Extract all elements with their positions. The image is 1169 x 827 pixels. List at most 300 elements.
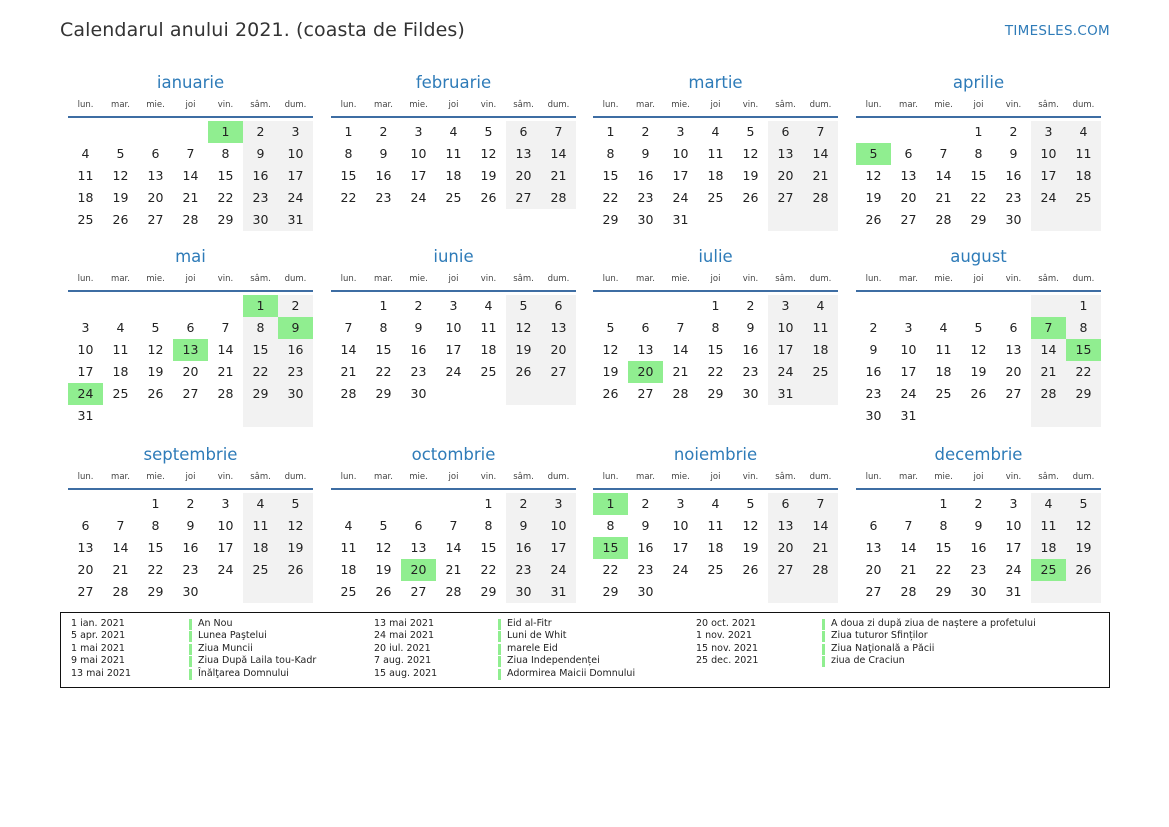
day-cell: 23 (182, 562, 199, 577)
day-cell: 11 (707, 518, 724, 533)
week-row (593, 493, 838, 515)
day-cell: 15 (375, 342, 392, 357)
day-cell: 16 (865, 364, 882, 379)
empty-cell (768, 209, 803, 231)
weekday-label: mie. (146, 472, 165, 482)
legend-holiday-name: Luni de Whit (507, 630, 567, 642)
day-cell: 27 (541, 361, 576, 383)
empty-cell (138, 405, 173, 427)
empty-cell (803, 209, 838, 231)
day-cell: 13 (77, 540, 94, 555)
empty-cell (1066, 405, 1101, 427)
weekday-label: joi (448, 472, 459, 482)
day-cell: 3 (278, 121, 313, 143)
day-cell: 13 (768, 143, 803, 165)
day-cell: 2 (278, 295, 313, 317)
day-cell: 18 (707, 540, 724, 555)
weekday-label: sâm. (250, 100, 271, 110)
holiday-day-cell: 20 (628, 361, 663, 383)
empty-cell (733, 209, 768, 231)
day-cell: 5 (151, 320, 160, 335)
day-cell: 9 (869, 342, 878, 357)
month-name: septembrie (143, 445, 238, 464)
empty-cell (103, 405, 138, 427)
day-cell: 9 (379, 146, 388, 161)
day-cell: 5 (484, 124, 493, 139)
holiday-day-cell: 24 (68, 383, 103, 405)
empty-cell (243, 405, 278, 427)
day-cell: 16 (182, 540, 199, 555)
day-cell: 21 (672, 364, 689, 379)
day-cell: 18 (445, 168, 462, 183)
empty-cell (1031, 295, 1066, 317)
weekday-label: sâm. (775, 472, 796, 482)
day-cell: 30 (278, 383, 313, 405)
day-cell: 12 (602, 342, 619, 357)
day-cell: 15 (602, 168, 619, 183)
empty-cell (103, 295, 138, 317)
week-row (331, 559, 576, 581)
day-cell: 7 (939, 146, 948, 161)
month-divider (856, 488, 1101, 490)
day-cell: 4 (116, 320, 125, 335)
weekday-label: vin. (1005, 274, 1022, 284)
legend-marker (189, 619, 192, 630)
legend-names-column (198, 618, 316, 680)
empty-cell (173, 295, 208, 317)
day-cell: 11 (445, 146, 462, 161)
legend-holiday-name: An Nou (198, 618, 233, 629)
weekday-label: mie. (671, 472, 690, 482)
day-cell: 10 (672, 518, 689, 533)
day-cell: 18 (1066, 165, 1101, 187)
week-row (331, 339, 576, 361)
week-row (331, 537, 576, 559)
holiday-day-cell: 15 (593, 537, 628, 559)
weekday-label: vin. (217, 274, 234, 284)
empty-cell (891, 121, 926, 143)
day-cell: 15 (217, 168, 234, 183)
empty-cell (1031, 405, 1066, 427)
day-cell: 10 (445, 320, 462, 335)
day-cell: 22 (707, 364, 724, 379)
day-cell: 2 (974, 496, 983, 511)
legend-holiday-name: Ziua Muncii (198, 642, 253, 654)
day-cell: 9 (641, 518, 650, 533)
day-cell: 14 (803, 515, 838, 537)
month-name: noiembrie (673, 445, 758, 464)
empty-cell (436, 383, 471, 405)
day-cell: 16 (243, 165, 278, 187)
day-cell: 29 (147, 584, 164, 599)
day-cell: 5 (1066, 493, 1101, 515)
weekday-label: joi (710, 100, 721, 110)
month-ianuarie (68, 72, 313, 252)
legend-date: 7 aug. 2021 (374, 655, 432, 667)
empty-cell (628, 295, 663, 317)
month-noiembrie (593, 444, 838, 624)
day-cell: 29 (1066, 383, 1101, 405)
day-cell: 17 (217, 540, 234, 555)
weekday-label: joi (185, 100, 196, 110)
day-cell: 6 (641, 320, 650, 335)
legend-date: 1 nov. 2021 (696, 630, 752, 642)
day-cell: 30 (410, 386, 427, 401)
day-cell: 27 (900, 212, 917, 227)
legend-marker (822, 644, 825, 655)
week-row (593, 209, 838, 231)
weekday-label: sâm. (250, 274, 271, 284)
weekday-label: dum. (547, 472, 570, 482)
day-cell: 2 (746, 298, 755, 313)
weekday-label: lun. (77, 100, 94, 110)
day-cell: 17 (278, 165, 313, 187)
day-cell: 10 (217, 518, 234, 533)
legend-holiday-name: Ziua tuturor Sfinților (831, 630, 928, 642)
legend-marker (189, 631, 192, 642)
day-cell: 21 (900, 562, 917, 577)
day-cell: 16 (970, 540, 987, 555)
month-aprilie (856, 72, 1101, 252)
empty-cell (803, 581, 838, 603)
day-cell: 22 (935, 562, 952, 577)
day-cell: 17 (77, 364, 94, 379)
month-divider (331, 116, 576, 118)
day-cell: 6 (869, 518, 878, 533)
weekday-header (68, 466, 313, 488)
day-cell: 5 (506, 295, 541, 317)
day-cell: 12 (112, 168, 129, 183)
day-cell: 1 (344, 124, 353, 139)
day-cell: 8 (221, 146, 230, 161)
day-cell: 1 (379, 298, 388, 313)
holiday-day-cell: 7 (1031, 317, 1066, 339)
day-cell: 31 (900, 408, 917, 423)
weekday-label: sâm. (1038, 274, 1059, 284)
day-cell: 7 (803, 121, 838, 143)
legend-dates-column (374, 618, 437, 680)
day-cell: 25 (112, 386, 129, 401)
empty-cell (663, 295, 698, 317)
day-cell: 1 (711, 298, 720, 313)
month-divider (68, 116, 313, 118)
empty-cell (856, 295, 891, 317)
month-name: octombrie (411, 445, 496, 464)
day-cell: 24 (672, 562, 689, 577)
day-cell: 5 (746, 496, 755, 511)
week-row (856, 361, 1101, 383)
day-cell: 11 (77, 168, 94, 183)
weekday-label: mar. (636, 274, 655, 284)
day-cell: 29 (935, 584, 952, 599)
day-cell: 17 (900, 364, 917, 379)
day-cell: 16 (410, 342, 427, 357)
month-august (856, 246, 1101, 426)
day-cell: 24 (217, 562, 234, 577)
legend-date: 13 mai 2021 (71, 667, 132, 679)
site-link[interactable]: TIMESLES.COM (1004, 23, 1110, 39)
day-cell: 15 (340, 168, 357, 183)
day-cell: 16 (637, 168, 654, 183)
empty-cell (278, 405, 313, 427)
day-cell: 13 (506, 143, 541, 165)
week-row (331, 361, 576, 383)
month-name: februarie (415, 73, 492, 92)
day-cell: 31 (541, 581, 576, 603)
day-cell: 31 (77, 408, 94, 423)
day-cell: 7 (344, 320, 353, 335)
day-cell: 23 (410, 364, 427, 379)
day-cell: 11 (112, 342, 129, 357)
day-cell: 12 (506, 317, 541, 339)
weekday-label: joi (448, 100, 459, 110)
day-cell: 21 (541, 165, 576, 187)
week-row (68, 143, 313, 165)
day-cell: 20 (541, 339, 576, 361)
day-cell: 26 (1066, 559, 1101, 581)
legend-holiday-name: ziua de Craciun (831, 655, 905, 667)
day-cell: 7 (221, 320, 230, 335)
day-cell: 30 (742, 386, 759, 401)
empty-cell (768, 581, 803, 603)
day-cell: 13 (541, 317, 576, 339)
day-cell: 20 (77, 562, 94, 577)
day-cell: 25 (803, 361, 838, 383)
weekday-label: dum. (547, 100, 570, 110)
weekday-label: mar. (899, 100, 918, 110)
day-cell: 14 (1031, 339, 1066, 361)
empty-cell (208, 405, 243, 427)
day-cell: 4 (243, 493, 278, 515)
day-cell: 3 (1009, 496, 1018, 511)
day-cell: 16 (742, 342, 759, 357)
day-cell: 3 (676, 496, 685, 511)
day-cell: 18 (707, 168, 724, 183)
empty-cell (506, 383, 541, 405)
week-row (856, 537, 1101, 559)
day-cell: 19 (278, 537, 313, 559)
legend-marker (189, 656, 192, 667)
legend-marker (498, 669, 501, 680)
weekday-label: mie. (409, 274, 428, 284)
day-cell: 26 (480, 190, 497, 205)
week-row (593, 581, 838, 603)
day-cell: 9 (506, 515, 541, 537)
day-cell: 3 (676, 124, 685, 139)
day-cell: 31 (672, 212, 689, 227)
weekday-label: dum. (809, 100, 832, 110)
legend-marker (822, 656, 825, 667)
week-row (331, 295, 576, 317)
weekday-label: vin. (742, 100, 759, 110)
month-name: decembrie (934, 445, 1023, 464)
day-cell: 15 (480, 540, 497, 555)
day-cell: 29 (602, 584, 619, 599)
day-cell: 13 (900, 168, 917, 183)
weekday-label: lun. (77, 274, 94, 284)
day-cell: 11 (803, 317, 838, 339)
month-divider (68, 488, 313, 490)
day-cell: 4 (484, 298, 493, 313)
week-row (68, 559, 313, 581)
empty-cell (803, 383, 838, 405)
day-cell: 8 (606, 146, 615, 161)
day-cell: 6 (541, 295, 576, 317)
week-row (856, 187, 1101, 209)
day-cell: 17 (1031, 165, 1066, 187)
month-divider (593, 116, 838, 118)
month-name: martie (688, 73, 743, 92)
day-cell: 22 (1066, 361, 1101, 383)
day-cell: 20 (182, 364, 199, 379)
day-cell: 28 (935, 212, 952, 227)
legend-holiday-name: Eid al-Fitr (507, 618, 552, 629)
empty-cell (1031, 581, 1066, 603)
week-row (68, 187, 313, 209)
weekday-label: sâm. (513, 100, 534, 110)
day-cell: 9 (974, 518, 983, 533)
weekday-label: dum. (1072, 100, 1095, 110)
day-cell: 29 (217, 212, 234, 227)
week-row (593, 165, 838, 187)
weekday-header (856, 94, 1101, 116)
week-row (331, 165, 576, 187)
empty-cell (278, 581, 313, 603)
holiday-day-cell: 1 (593, 493, 628, 515)
day-cell: 19 (742, 168, 759, 183)
day-cell: 8 (974, 146, 983, 161)
weekday-label: vin. (480, 472, 497, 482)
legend-marker (498, 656, 501, 667)
day-cell: 19 (602, 364, 619, 379)
day-cell: 14 (935, 168, 952, 183)
day-cell: 8 (606, 518, 615, 533)
month-divider (856, 290, 1101, 292)
week-row (856, 581, 1101, 603)
day-cell: 7 (449, 518, 458, 533)
empty-cell (926, 405, 961, 427)
day-cell: 28 (803, 559, 838, 581)
day-cell: 27 (410, 584, 427, 599)
legend-date: 5 apr. 2021 (71, 630, 126, 642)
day-cell: 6 (414, 518, 423, 533)
legend-names-column (831, 618, 1036, 668)
day-cell: 26 (112, 212, 129, 227)
legend-date: 15 aug. 2021 (374, 667, 438, 679)
week-row (593, 295, 838, 317)
legend-holiday-name: Ziua După Laila tou-Kadr (198, 655, 317, 667)
week-row (68, 581, 313, 603)
empty-cell (331, 493, 366, 515)
day-cell: 19 (1066, 537, 1101, 559)
week-row (68, 537, 313, 559)
day-cell: 20 (506, 165, 541, 187)
day-cell: 23 (637, 562, 654, 577)
weekday-header (593, 466, 838, 488)
day-cell: 17 (410, 168, 427, 183)
day-cell: 18 (340, 562, 357, 577)
day-cell: 12 (742, 518, 759, 533)
day-cell: 16 (1005, 168, 1022, 183)
day-cell: 3 (1031, 121, 1066, 143)
weekday-label: mie. (409, 472, 428, 482)
day-cell: 24 (278, 187, 313, 209)
week-row (68, 295, 313, 317)
day-cell: 19 (147, 364, 164, 379)
legend-holiday-name: A doua zi după ziua de naștere a profetului (831, 618, 1036, 629)
empty-cell (926, 295, 961, 317)
day-cell: 5 (606, 320, 615, 335)
day-cell: 26 (278, 559, 313, 581)
empty-cell (68, 121, 103, 143)
day-cell: 12 (1066, 515, 1101, 537)
day-cell: 28 (1031, 383, 1066, 405)
weekday-label: mar. (374, 100, 393, 110)
empty-cell (68, 493, 103, 515)
day-cell: 20 (768, 537, 803, 559)
day-cell: 20 (900, 190, 917, 205)
day-cell: 23 (742, 364, 759, 379)
day-cell: 21 (803, 165, 838, 187)
day-cell: 13 (1005, 342, 1022, 357)
legend-holiday-name: Ziua Naţională a Păcii (831, 642, 935, 654)
week-row (856, 295, 1101, 317)
legend-marker-bar (822, 619, 825, 680)
weekday-label: vin. (480, 100, 497, 110)
day-cell: 15 (707, 342, 724, 357)
holiday-day-cell: 15 (1066, 339, 1101, 361)
day-cell: 4 (803, 295, 838, 317)
month-divider (331, 290, 576, 292)
week-row (68, 493, 313, 515)
day-cell: 3 (449, 298, 458, 313)
day-cell: 28 (803, 187, 838, 209)
legend-marker (498, 631, 501, 642)
week-row (856, 405, 1101, 427)
day-cell: 16 (278, 339, 313, 361)
weekday-label: dum. (1072, 472, 1095, 482)
weekday-label: mar. (899, 472, 918, 482)
empty-cell (208, 295, 243, 317)
day-cell: 8 (711, 320, 720, 335)
day-cell: 5 (278, 493, 313, 515)
day-cell: 27 (768, 559, 803, 581)
weekday-label: mar. (636, 472, 655, 482)
weekday-header (593, 94, 838, 116)
day-cell: 19 (375, 562, 392, 577)
month-divider (856, 116, 1101, 118)
day-cell: 6 (1009, 320, 1018, 335)
weekday-label: lun. (340, 100, 357, 110)
week-row (593, 187, 838, 209)
empty-cell (891, 295, 926, 317)
day-cell: 23 (506, 559, 541, 581)
week-row (856, 493, 1101, 515)
day-cell: 6 (506, 121, 541, 143)
day-cell: 3 (221, 496, 230, 511)
day-cell: 25 (707, 562, 724, 577)
weekday-label: vin. (217, 472, 234, 482)
day-cell: 6 (151, 146, 160, 161)
day-cell: 8 (1066, 317, 1101, 339)
empty-cell (138, 121, 173, 143)
day-cell: 10 (77, 342, 94, 357)
empty-cell (856, 493, 891, 515)
weekday-label: mar. (111, 274, 130, 284)
day-cell: 27 (865, 584, 882, 599)
day-cell: 13 (768, 515, 803, 537)
day-cell: 9 (414, 320, 423, 335)
